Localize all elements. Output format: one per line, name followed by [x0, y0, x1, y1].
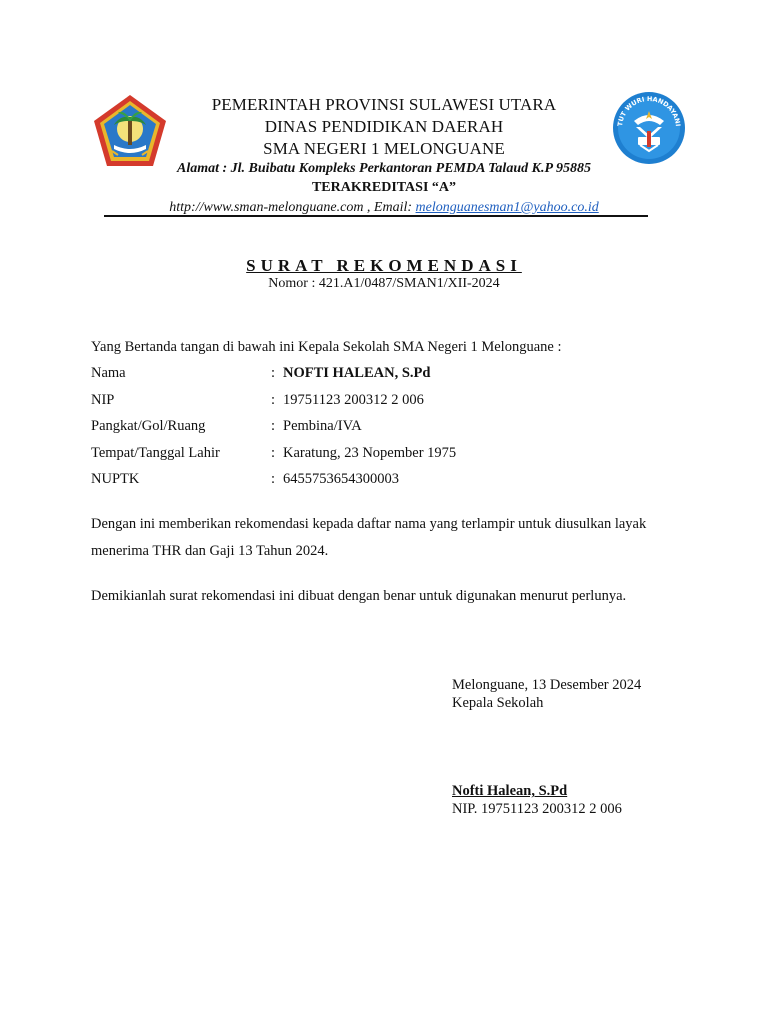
identity-value: 19751123 200312 2 006 [283, 391, 424, 408]
identity-label: Nama [91, 365, 126, 381]
identity-table [91, 360, 456, 493]
email-link[interactable]: melonguanesman1@yahoo.co.id [415, 200, 599, 215]
recommendation-paragraph: Dengan ini memberikan rekomendasi kepada daftar nama yang terlampir untuk diusulkan layak menerima THR dan Gaji 13 Tahun 2024. [91, 516, 647, 559]
svg-text:TUT WURI HANDAYANI: TUT WURI HANDAYANI [616, 94, 682, 127]
letterhead-divider [104, 215, 648, 217]
identity-row-birth [91, 440, 456, 467]
signer-identity [452, 782, 622, 818]
identity-value: 6455753654300003 [283, 471, 399, 488]
identity-label: Pangkat/Gol/Ruang [91, 418, 206, 435]
signer-position: Kepala Sekolah [452, 695, 544, 711]
identity-label: Tempat/Tanggal Lahir [91, 444, 220, 461]
identity-row-nip [91, 387, 456, 414]
letterhead-accreditation: TERAKREDITASI “A” [311, 180, 457, 195]
identity-row-nuptk [91, 466, 456, 493]
identity-value: Karatung, 23 Nopember 1975 [283, 444, 457, 461]
identity-row-name [91, 360, 456, 387]
signature-block [452, 676, 641, 712]
identity-colon: : [271, 418, 276, 435]
identity-colon: : [271, 391, 276, 408]
signer-nip: NIP. 19751123 200312 2 006 [452, 801, 622, 817]
identity-colon: : [271, 471, 276, 488]
identity-colon: : [271, 444, 276, 461]
identity-row-rank [91, 413, 456, 440]
letter-number: Nomor : 421.A1/0487/SMAN1/XII-2024 [268, 276, 500, 291]
letterhead-government: PEMERINTAH PROVINSI SULAWESI UTARA [211, 95, 557, 114]
identity-value: NOFTI HALEAN, S.Pd [283, 365, 431, 381]
letterhead-school: SMA NEGERI 1 MELONGUANE [263, 139, 505, 158]
website-text: http://www.sman-melonguane.com , Email: [169, 200, 416, 215]
closing-paragraph: Demikianlah surat rekomendasi ini dibuat dengan benar untuk digunakan menurut perlunya. [91, 588, 627, 604]
letterhead-address: Alamat : Jl. Buibatu Kompleks Perkantoran PEMDA Talaud K.P 95885 [177, 161, 591, 176]
letterhead-agency: DINAS PENDIDIKAN DAERAH [264, 117, 504, 136]
letterhead [100, 94, 668, 218]
intro-paragraph: Yang Bertanda tangan di bawah ini Kepala Sekolah SMA Negeri 1 Melonguane : [91, 339, 562, 355]
identity-value: Pembina/IVA [283, 418, 362, 435]
place-date: Melonguane, 13 Desember 2024 [452, 677, 642, 693]
letter-title: SURAT REKOMENDASI [246, 256, 522, 275]
identity-label: NUPTK [91, 471, 140, 488]
identity-label: NIP [91, 391, 115, 408]
identity-colon: : [271, 365, 276, 381]
signer-name: Nofti Halean, S.Pd [452, 783, 568, 799]
